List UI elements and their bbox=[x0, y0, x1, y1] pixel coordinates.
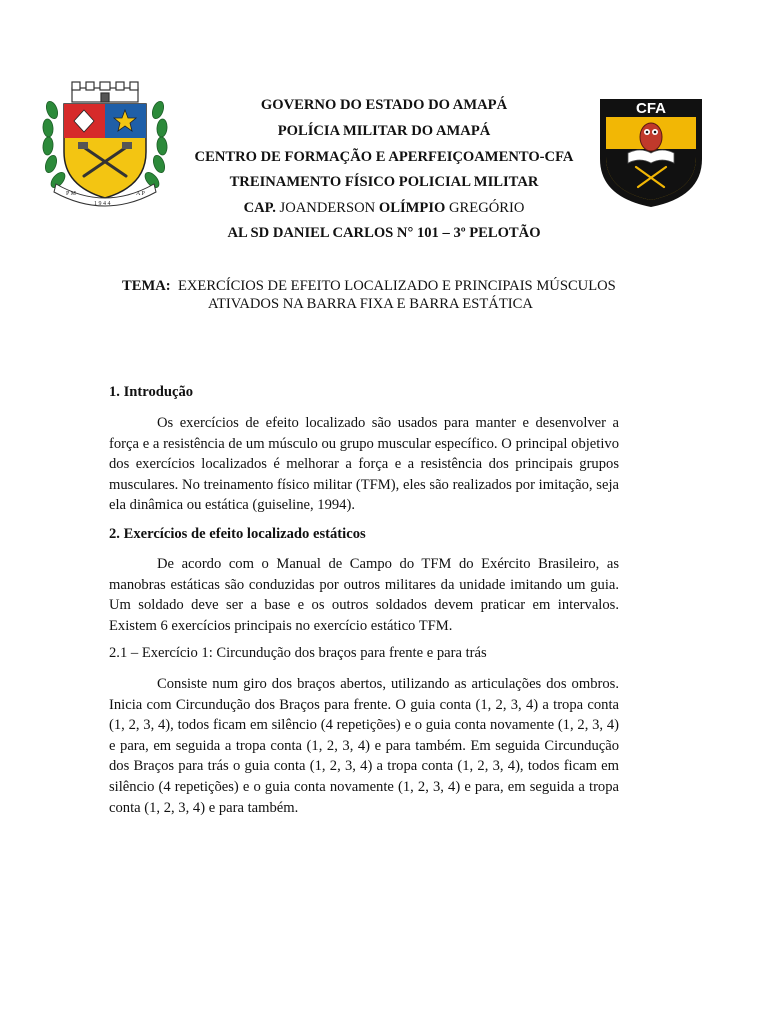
header-student: AL SD DANIEL CARLOS N° 101 – 3º PELOTÃO bbox=[227, 225, 541, 241]
section-2-paragraph: De acordo com o Manual de Campo do TFM do Exército Brasileiro, as manobras estáticas são conduzidas por outros militares da unidade imitando um guia. Um soldado deve ser a base e os outros soldados devem praticar em intervalos. Existem 6 exercícios principais no exercício estático TFM. bbox=[109, 556, 619, 634]
cfa-logo-text: CFA bbox=[636, 100, 666, 117]
tema-title-1: EXERCÍCIOS DE EFEITO LOCALIZADO E PRINCIPAIS MÚSCULOS bbox=[177, 278, 616, 294]
section-2-1-paragraph: Consiste num giro dos braços abertos, utilizando as articulações dos ombros. Inicia com Circundução dos Braços para frente. O guia conta (1, 2, 3, 4) a tropa conta (1, 2, 3, 4), todos ficam em silêncio (4 repetições) e o guia conta novamente (1, 2, 3, 4) e para, em seguida a tropa conta (1, 2, 3, 4) e para também. Em seguida Circundução dos Braços para trás o guia conta (1, 2, 3, 4) a tropa conta (1, 2, 3, 4), todos ficam em silêncio (4 repetições) e o guia conta novamente (1, 2, 3, 4) e para, em seguida a tropa conta (1, 2, 3, 4) e para também. bbox=[109, 676, 619, 816]
header-physical-training: TREINAMENTO FÍSICO POLICIAL MILITAR bbox=[229, 174, 539, 190]
instructor-last-name: GREGÓRIO bbox=[445, 200, 525, 216]
tema-label: TEMA: bbox=[122, 278, 171, 294]
section-2-1-heading: 2.1 – Exercício 1: Circundução dos braços para frente e para trás bbox=[109, 645, 487, 661]
header-instructor bbox=[120, 199, 648, 217]
instructor-middle-name: OLÍMPIO bbox=[378, 200, 446, 216]
header-training-center: CENTRO DE FORMAÇÃO E APERFEIÇOAMENTO-CFA bbox=[194, 149, 574, 165]
section-2-heading: 2. Exercícios de efeito localizado estáticos bbox=[109, 526, 366, 542]
tema-title-2: ATIVADOS NA BARRA FIXA E BARRA ESTÁTICA bbox=[208, 296, 533, 312]
section-1-heading: 1. Introdução bbox=[109, 384, 194, 400]
ribbon-center-text: 1 9 4 4 bbox=[94, 201, 111, 207]
header-police: POLÍCIA MILITAR DO AMAPÁ bbox=[277, 123, 491, 139]
ribbon-left-text: P M bbox=[66, 191, 76, 197]
instructor-rank: CAP. bbox=[243, 200, 276, 216]
header-government: GOVERNO DO ESTADO DO AMAPÁ bbox=[260, 97, 508, 113]
ribbon-right-text: A P bbox=[136, 191, 145, 197]
section-1-paragraph: Os exercícios de efeito localizado são usados para manter e desenvolver a força e a resistência de um músculo ou grupo muscular específico. O principal objetivo dos exercícios localizados é melhorar a força e a resistência dos principais grupos musculares. No treinamento físico militar (TFM), eles são realizados por imitação, seja ela dinâmica ou estática (guiseline, 1994). bbox=[109, 415, 619, 514]
tema-line-1 bbox=[122, 277, 616, 295]
instructor-first-name: JOANDERSON bbox=[275, 200, 379, 216]
